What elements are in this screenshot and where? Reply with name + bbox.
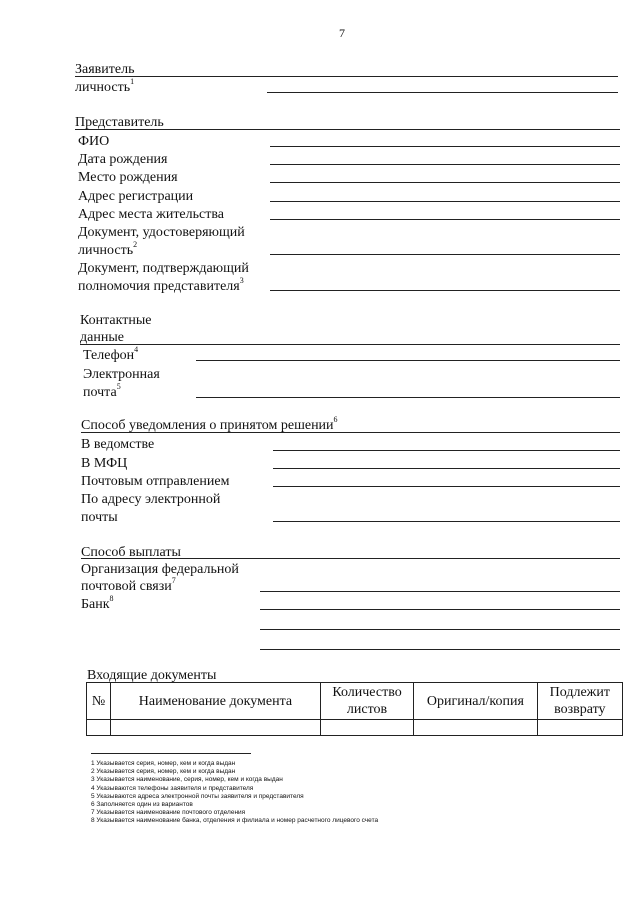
footnote-8: 8 Указывается наименование банка, отделения и филиала и номер расчетного лицевого счета: [91, 817, 379, 825]
table-cell[interactable]: [87, 720, 111, 736]
phone-label: Телефон$^4$: [83, 345, 139, 363]
email-label-line1: Электронная: [83, 367, 160, 382]
contacts-heading-line2: данные: [80, 330, 124, 345]
payment-heading: Способ выплаты: [81, 545, 181, 560]
notify-department-label: В ведомстве: [81, 437, 155, 452]
col-sheet-count: Количество листов: [320, 683, 413, 720]
notify-email-field[interactable]: [273, 521, 620, 522]
documents-heading: Входящие документы: [87, 668, 217, 683]
col-return: Подлежит возврату: [537, 683, 622, 720]
payment-bank-field-2[interactable]: [260, 629, 620, 630]
footnote-1: 1 Указывается серия, номер, кем и когда выдан: [91, 760, 236, 767]
documents-table: [86, 682, 623, 736]
doc-authority-label-line2: полномочия представителя$^3$: [78, 276, 244, 294]
birth-place-field[interactable]: [270, 182, 620, 183]
applicant-identity-field[interactable]: [267, 92, 618, 93]
representative-heading: Представитель: [75, 115, 164, 130]
footnote-7: 7 Указывается наименование почтового отделения: [91, 809, 246, 817]
doc-authority-label-line1: Документ, подтверждающий: [78, 261, 249, 276]
applicant-identity-label: личность$^1$: [75, 77, 135, 95]
table-cell[interactable]: [111, 720, 321, 736]
applicant-heading: Заявитель: [75, 62, 135, 77]
notification-heading-rule: [81, 432, 620, 433]
representative-heading-rule: [75, 129, 620, 130]
footnote-4: 4 Указываются телефоны заявителя и представителя: [91, 784, 254, 792]
birth-date-field[interactable]: [270, 164, 620, 165]
doc-authority-field[interactable]: [270, 290, 620, 291]
notify-department-field[interactable]: [273, 450, 620, 451]
reg-address-field[interactable]: [270, 201, 620, 202]
live-address-label: Адрес места жительства: [78, 207, 224, 222]
fio-label: ФИО: [78, 134, 110, 149]
doc-identity-field[interactable]: [270, 254, 620, 255]
notify-mail-label: Почтовым отправлением: [81, 474, 230, 489]
email-label-line2: почта$^5$: [83, 382, 121, 400]
contacts-heading-line1: Контактные: [80, 313, 152, 328]
payment-bank-field-3[interactable]: [260, 649, 620, 650]
footnotes: [91, 760, 378, 826]
footnote-3: 3 Указывается наименование, серия, номер, кем и когда выдан: [91, 776, 283, 784]
applicant-heading-rule: [75, 76, 618, 77]
page-number: 7: [339, 26, 345, 40]
notify-email-label-line1: По адресу электронной: [81, 492, 221, 507]
payment-heading-rule: [81, 558, 620, 559]
payment-postal-label-line1: Организация федеральной: [81, 562, 239, 577]
col-doc-name: Наименование документа: [111, 683, 321, 720]
contacts-heading-rule: [80, 344, 620, 345]
email-field[interactable]: [196, 397, 620, 398]
fio-field[interactable]: [270, 146, 620, 147]
notify-mfc-field[interactable]: [273, 468, 620, 469]
birth-date-label: Дата рождения: [78, 152, 168, 167]
payment-bank-label: Банк$^8$: [81, 594, 114, 612]
notify-mail-field[interactable]: [273, 486, 620, 487]
footnote-separator: [91, 753, 251, 754]
payment-postal-field[interactable]: [260, 591, 620, 592]
col-number: №: [87, 683, 111, 720]
birth-place-label: Место рождения: [78, 170, 178, 185]
notify-email-label-line2: почты: [81, 510, 118, 525]
live-address-field[interactable]: [270, 219, 620, 220]
payment-postal-label-line2: почтовой связи$^7$: [81, 576, 176, 594]
table-cell[interactable]: [320, 720, 413, 736]
doc-identity-label-line1: Документ, удостоверяющий: [78, 225, 245, 240]
reg-address-label: Адрес регистрации: [78, 189, 194, 204]
footnote-6: 6 Заполняется один из вариантов: [91, 801, 193, 809]
table-row: [87, 720, 623, 736]
footnote-2: 2 Указывается серия, номер, кем и когда выдан: [91, 768, 236, 776]
col-original-copy: Оригинал/копия: [414, 683, 537, 720]
documents-table-header: [87, 683, 623, 720]
notify-mfc-label: В МФЦ: [81, 456, 128, 471]
notification-heading: Способ уведомления о принятом решении$^6$: [81, 415, 338, 433]
table-cell[interactable]: [414, 720, 537, 736]
footnote-5: 5 Указываются адреса электронной почты заявителя и представителя: [91, 792, 304, 800]
table-cell[interactable]: [537, 720, 622, 736]
doc-identity-label-line2: личность$^2$: [78, 240, 138, 258]
payment-bank-field-1[interactable]: [260, 609, 620, 610]
phone-field[interactable]: [196, 360, 620, 361]
